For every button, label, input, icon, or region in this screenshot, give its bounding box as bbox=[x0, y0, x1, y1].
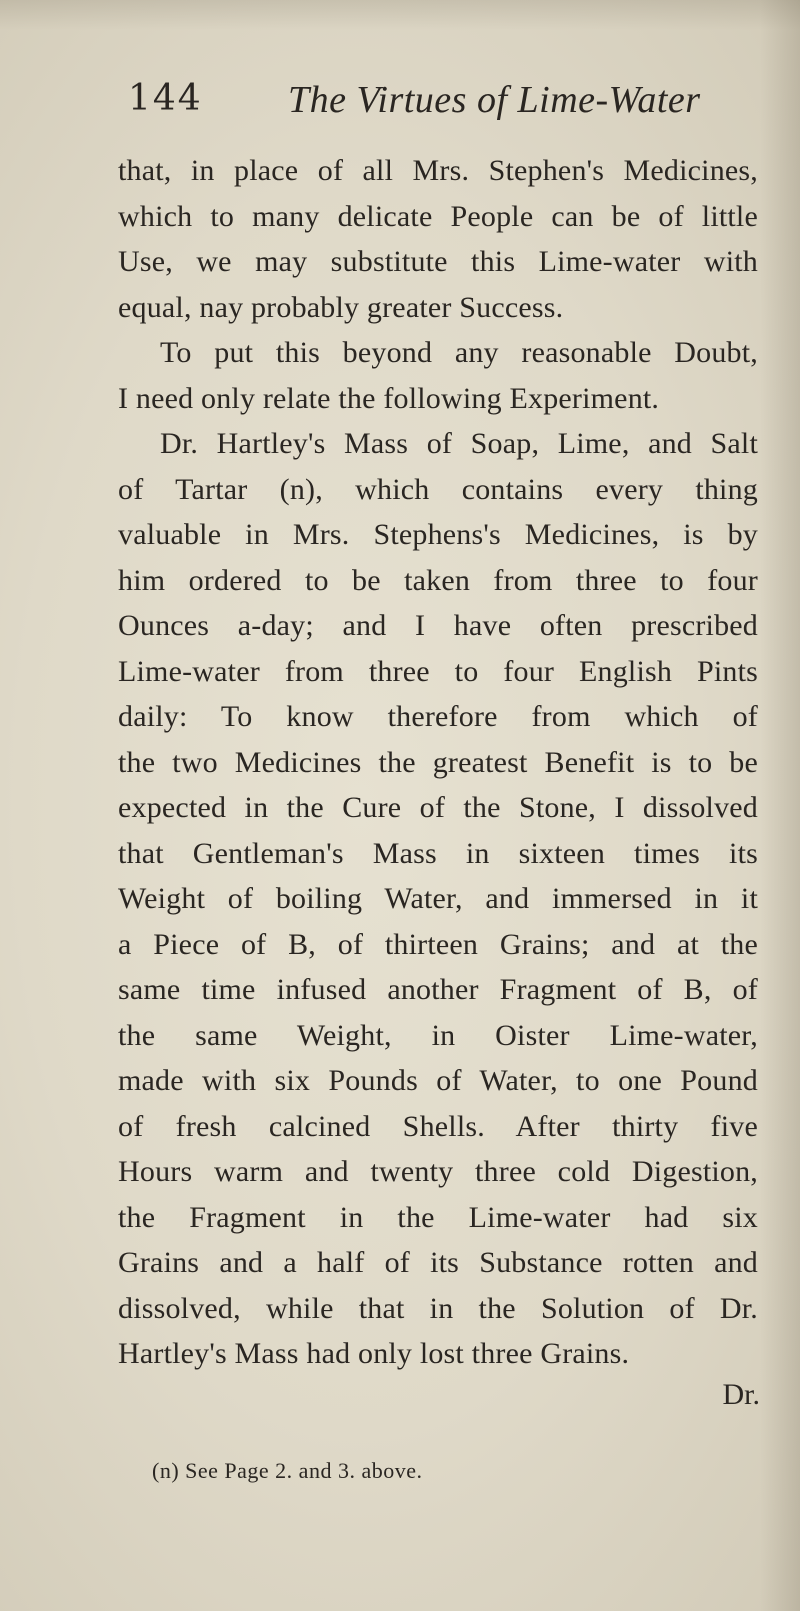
running-head: The Virtues of Lime-Water bbox=[288, 79, 701, 121]
page-header bbox=[128, 78, 728, 138]
text-line: expected in the Cure of the Stone, I dissolved bbox=[118, 791, 758, 824]
text-line: Dr. Hartley's Mass of Soap, Lime, and Salt bbox=[160, 427, 758, 460]
footnote: (n) See Page 2. and 3. above. bbox=[152, 1458, 423, 1483]
text-line: Hartley's Mass had only lost three Grains. bbox=[118, 1337, 630, 1370]
right-edge-shadow bbox=[760, 0, 800, 1611]
text-line: Grains and a half of its Substance rotten and bbox=[118, 1246, 758, 1279]
text-line: a Piece of B, of thirteen Grains; and at the bbox=[118, 927, 758, 961]
text-line: equal, nay probably greater Success. bbox=[118, 290, 564, 324]
text-line: the Fragment in the Lime-water had six bbox=[118, 1200, 758, 1234]
text-line: of fresh calcined Shells. After thirty five bbox=[118, 1109, 758, 1143]
text-line: the same Weight, in Oister Lime-water, bbox=[118, 1018, 758, 1052]
catchword: Dr. bbox=[722, 1378, 760, 1411]
text-line: the two Medicines the greatest Benefit is to be bbox=[118, 745, 758, 779]
page-number: 144 bbox=[128, 78, 203, 119]
body-text bbox=[118, 148, 758, 1377]
text-line: Weight of boiling Water, and immersed in it bbox=[118, 882, 758, 915]
text-line: I need only relate the following Experiment. bbox=[118, 381, 660, 415]
text-line: dissolved, while that in the Solution of Dr. bbox=[118, 1291, 758, 1325]
text-line: To put this beyond any reasonable Doubt, bbox=[160, 336, 758, 369]
text-line: him ordered to be taken from three to four bbox=[118, 563, 758, 597]
text-line: that Gentleman's Mass in sixteen times its bbox=[118, 836, 758, 870]
text-line: made with six Pounds of Water, to one Pound bbox=[118, 1064, 758, 1097]
text-line: same time infused another Fragment of B, of bbox=[118, 973, 758, 1006]
text-line: of Tartar (n), which contains every thing bbox=[118, 472, 758, 506]
text-line: which to many delicate People can be of little bbox=[118, 199, 758, 233]
top-edge-shadow bbox=[0, 0, 800, 30]
text-line: daily: To know therefore from which of bbox=[118, 700, 758, 733]
text-line: Lime-water from three to four English Pints bbox=[118, 654, 758, 688]
text-line: that, in place of all Mrs. Stephen's Medicines, bbox=[118, 154, 758, 187]
text-line: Hours warm and twenty three cold Digestion, bbox=[118, 1155, 758, 1188]
text-line: Ounces a-day; and I have often prescribed bbox=[118, 609, 758, 642]
text-line: Use, we may substitute this Lime-water with bbox=[118, 245, 758, 278]
text-line: valuable in Mrs. Stephens's Medicines, is by bbox=[118, 518, 758, 551]
